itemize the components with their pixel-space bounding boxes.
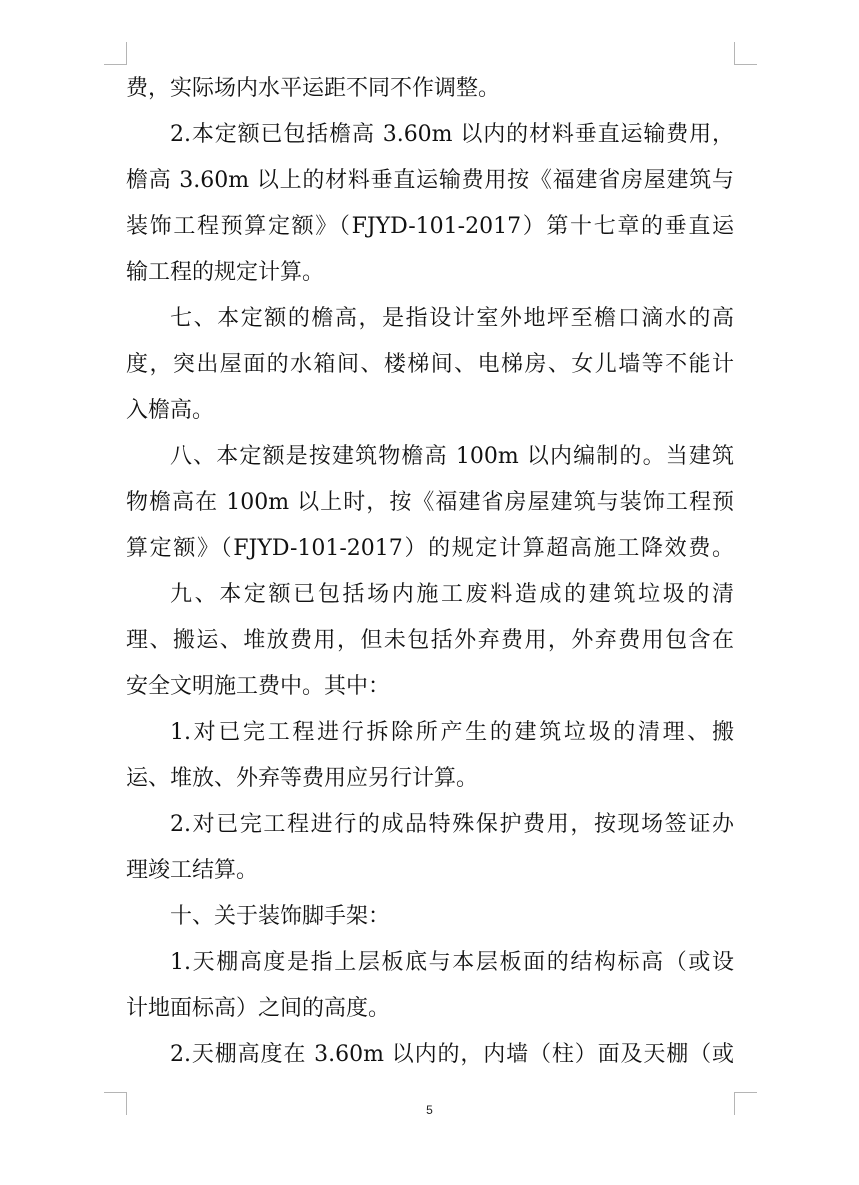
text-line: 八、本定额是按建筑物檐高 100m 以内编制的。当建筑 (170, 444, 734, 469)
text-line: 算定额》（FJYD-101-2017）的规定计算超高施工降效费。 (126, 536, 734, 561)
text-line: 檐高 3.60m 以上的材料垂直运输费用按《福建省房屋建筑与 (126, 168, 734, 193)
text-line: 1.天棚高度是指上层板底与本层板面的结构标高（或设 (170, 950, 734, 975)
page-number: 5 (426, 1103, 433, 1117)
text-line: 2.本定额已包括檐高 3.60m 以内的材料垂直运输费用， (170, 122, 734, 147)
corner-mark-top-right (734, 42, 757, 65)
text-line: 安全文明施工费中。其中： (126, 674, 391, 699)
text-line: 2.天棚高度在 3.60m 以内的，内墙（柱）面及天棚（或 (170, 1042, 734, 1067)
text-line: 度，突出屋面的水箱间、楼梯间、电梯房、女儿墙等不能计 (126, 352, 734, 377)
corner-mark-top-left (104, 42, 127, 65)
text-line: 物檐高在 100m 以上时，按《福建省房屋建筑与装饰工程预 (126, 490, 734, 515)
text-line: 九、本定额已包括场内施工废料造成的建筑垃圾的清 (170, 582, 734, 607)
text-line: 费，实际场内水平运距不同不作调整。 (126, 76, 501, 101)
text-line: 2.对已完工程进行的成品特殊保护费用，按现场签证办 (170, 812, 734, 837)
text-line: 运、堆放、外弃等费用应另行计算。 (126, 766, 479, 791)
text-line: 1.对已完工程进行拆除所产生的建筑垃圾的清理、搬 (170, 720, 734, 745)
text-line: 计地面标高）之间的高度。 (126, 996, 391, 1021)
text-line: 理、搬运、堆放费用，但未包括外弃费用，外弃费用包含在 (126, 628, 734, 653)
text-line: 入檐高。 (126, 398, 215, 423)
text-line: 理竣工结算。 (126, 858, 259, 883)
text-line: 装饰工程预算定额》（FJYD-101-2017）第十七章的垂直运 (126, 214, 734, 239)
text-line: 七、本定额的檐高，是指设计室外地坪至檐口滴水的高 (170, 306, 734, 331)
text-line: 输工程的规定计算。 (126, 260, 325, 285)
text-line: 十、关于装饰脚手架： (170, 904, 391, 929)
